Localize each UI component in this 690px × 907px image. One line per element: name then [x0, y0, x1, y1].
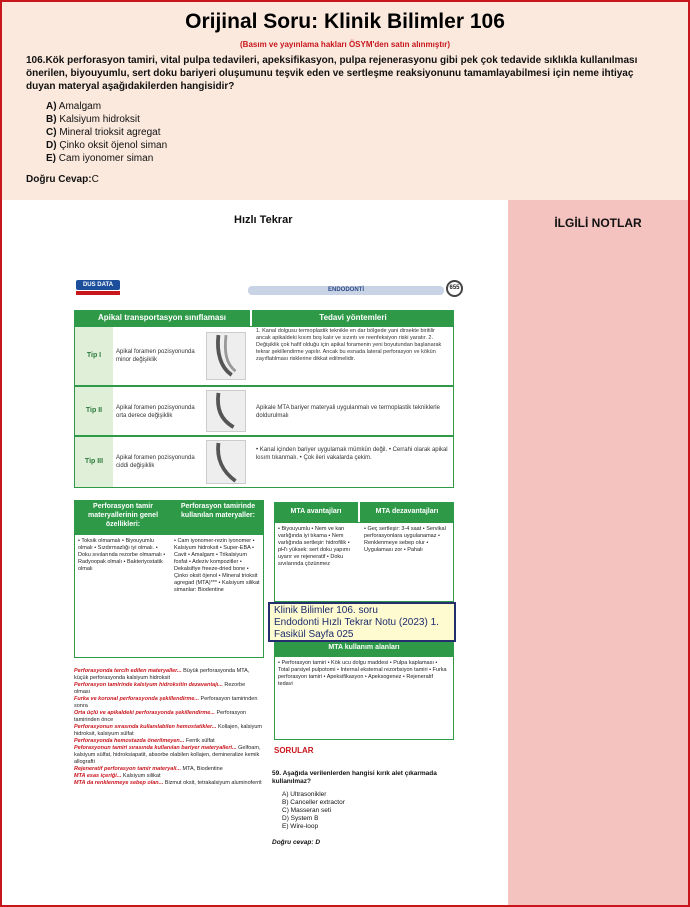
option-c: C) Mineral trioksit agregat	[46, 127, 161, 138]
option: B) Canceller extractor	[282, 799, 345, 806]
treatment-text: Apikale MTA bariyer materyali uygulanmalı ve termoplastik tekniklerle doldurulmalı	[256, 405, 440, 419]
treatment-text: • Kanal içinden bariyer uygulamak mümkün değil. • Cerrahi olarak apikal kısım tıkanmalı. • Çok ileri vakalarda çekim.	[256, 447, 448, 461]
table-left-header: Apikal transportasyon sınıflaması	[74, 310, 250, 326]
mta-use-list: • Perforasyon tamiri • Kök ucu dolgu maddesi • Pulpa kaplaması • Total parsiyel pulpotomi • Internal eksternal rezorbsiyon tamiri • Furka perforasyon tamiri • Apeksifikasyon • Apeksogenez • Rejeneratif tedavi	[278, 660, 447, 687]
question-59: 59. Aşağıda verilenlerden hangisi kırık alet çıkarmada kullanılmaz?	[272, 770, 437, 785]
tooth-image	[206, 390, 246, 432]
mta-advantages: • Biyouyumlu • Nem ve kan varlığında iyi tıkama • Nem varlığında sertleşir: hidrofilik • pH'ı yüksek: sert doku yapımı uyarır ve rejeneratif • Doku sıvılarında çözünmez	[278, 526, 350, 567]
option-d: D) Çinko oksit öjenol siman	[46, 140, 168, 151]
tip-label: Tip II	[75, 387, 113, 435]
brand-logo: DUS DATA	[76, 280, 120, 298]
tip-label: Tip III	[75, 437, 113, 487]
rights-note: (Basım ve yayınlama hakları ÖSYM'den satın alınmıştır)	[240, 40, 450, 49]
option-a: A) Amalgam	[46, 101, 102, 112]
question-59-answer: Doğru cevap: D	[272, 839, 321, 846]
mta-disadvantages: • Geç sertleşir: 3-4 saat • Servikal perforasyonlara uygulanamaz • Renklenmeye sebep olur • Uygulaması zor • Pahalı	[364, 526, 446, 553]
option: C) Masseran seti	[282, 807, 332, 814]
mta-adv-header: MTA avantajları	[274, 502, 358, 522]
mta-use-header: MTA kullanım alanları	[274, 640, 454, 656]
mta-disadv-header: MTA dezavantajları	[360, 502, 454, 522]
perf-materials: • Cam iyonomer-rezin iyonomer • Kalsiyum hidroksit • Super-EBA • Cavit • Amalgam • Trikalsiyum fosfat • Adeziv kompozitler • Dekalsifiye freeze-dried bone • Çinko oksit öjenol • Mineral trioksit agregad (MTA)*** • Kalsiyum silikat simanlar: Biodentine	[174, 538, 260, 593]
option-b: B) Kalsiyum hidroksit	[46, 114, 140, 125]
list-item: Orta üçlü ve apikaldeki perforasyonda şekillendirme... Perforasyon tamirinden önce	[74, 710, 247, 723]
correct-answer: Doğru Cevap:C	[26, 174, 99, 185]
option: D) System B	[282, 815, 319, 822]
list-item: MTA esas içeriği... Kalsiyum silikat	[74, 773, 161, 779]
popup-line-2: Endodonti Hızlı Tekrar Notu (2023) 1. Fasikül Sayfa 025	[274, 617, 439, 640]
notes-heading: İLGİLİ NOTLAR	[554, 216, 642, 230]
tip-desc: Apikal foramen pozisyonunda minor değişiklik	[116, 349, 195, 363]
options-list	[46, 100, 167, 165]
list-item: Furka ve koronal perforasyonda şekillendirme... Perforasyon tamirinden sonra	[74, 696, 258, 709]
option: E) Wire-loop	[282, 823, 319, 830]
notes-list	[74, 668, 262, 787]
page-number: 655	[446, 280, 463, 297]
list-item: MTA da renklenmeye sebep olan... Bizmut oksit, tetrakalsiyum aluminoferrit	[74, 780, 262, 786]
list-item: Perforasyon tamirinde kalsiyum hidroksitin dezavantajı... Rezorbe olması	[74, 682, 246, 695]
table-right-header: Tedavi yöntemleri	[252, 310, 454, 326]
list-item: Perforasyonda hemostazda önerilmeyen... Ferrik sülfat	[74, 738, 215, 744]
question-59-options	[282, 791, 345, 831]
list-item: Perforasyonun sırasında kullanılabilen hemostatikler... Kollajen, kalsiyum hidroksit, kalsiyum sülfat	[74, 724, 262, 737]
option-e: E) Cam iyonomer siman	[46, 153, 154, 164]
option: A) Ultrasonikler	[282, 791, 327, 798]
sorular-heading: SORULAR	[274, 746, 314, 755]
popup-line-1: Klinik Bilimler 106. soru	[274, 605, 378, 616]
reference-popup	[268, 602, 456, 642]
perf-header-left: Perforasyon tamir materyallerinin genel özellikleri:	[74, 500, 172, 534]
tip-desc: Apikal foramen pozisyonunda ciddi değişiklik	[116, 455, 195, 469]
perf-header-right: Perforasyon tamirinde kullanılan materyaller:	[172, 500, 264, 534]
question-text: 106.Kök perforasyon tamiri, vital pulpa tedavileri, apeksifikasyon, pulpa rejenerasyonu gibi pek çok tedavide sıklıkla kullanılması önerilen, biyouyumlu, sert doku bariyeri oluşumunu teşvik eden ve sertleşme reaksiyonunu tamamlayabilmesi için neme ihtiyaç duyan materyal aşağıdakilerden hangisidir?	[26, 55, 638, 92]
question-panel	[2, 2, 688, 200]
treatment-text: 1. Kanal dolgusu termoplastik teknikle en dar bölgede yani dirsekte biritilir ancak apikaldeki kısım boş kalır ve sızıntı ve reenfeksiyon riski yaratır. 2. Değişiklik çok hafif olduğu için apikal foramenin yeni boyutundan başlanarak tekrar şekillendirme yapılır. Ancak bu esnada lateral perforasyon ve kökün zayıflatılması risklerine dikkat edilmelidir.	[256, 328, 442, 362]
tip-label: Tip I	[75, 327, 113, 385]
page-title: Orijinal Soru: Klinik Bilimler 106	[185, 10, 505, 33]
review-heading: Hızlı Tekrar	[234, 214, 293, 226]
list-item: Peforasyonun tamiri sırasında kullanılan bariyer materyalleri... Gelfoam, kalsiyum sülfat, hidroksiapatit, absorbe olabilen kollajen, demineralize kemik allografti	[74, 745, 261, 765]
perf-properties: • Toksik olmamalı • Biyouyumlu olmalı • Sızdırmazlığı iyi olmalı. • Doku sıvılarında rezorbe olmamalı • Radyoopak olmalı • Bakteriyostatik olmalı	[78, 538, 166, 572]
section-bar: ENDODONTİ	[248, 286, 444, 295]
tip-desc: Apikal foramen pozisyonunda orta derece değişiklik	[116, 405, 195, 419]
tooth-image	[206, 332, 246, 380]
list-item: Rejeneratif perforasyon tamir materyali... MTA, Biodentine	[74, 766, 223, 772]
notes-column	[508, 200, 688, 905]
textbook-page	[70, 276, 460, 876]
tooth-image	[206, 440, 246, 484]
list-item: Perforasyonda tercih edilen materyaller... Büyük perforasyonda MTA, küçük perforasyonda kalsiyum hidroksit	[74, 668, 250, 681]
